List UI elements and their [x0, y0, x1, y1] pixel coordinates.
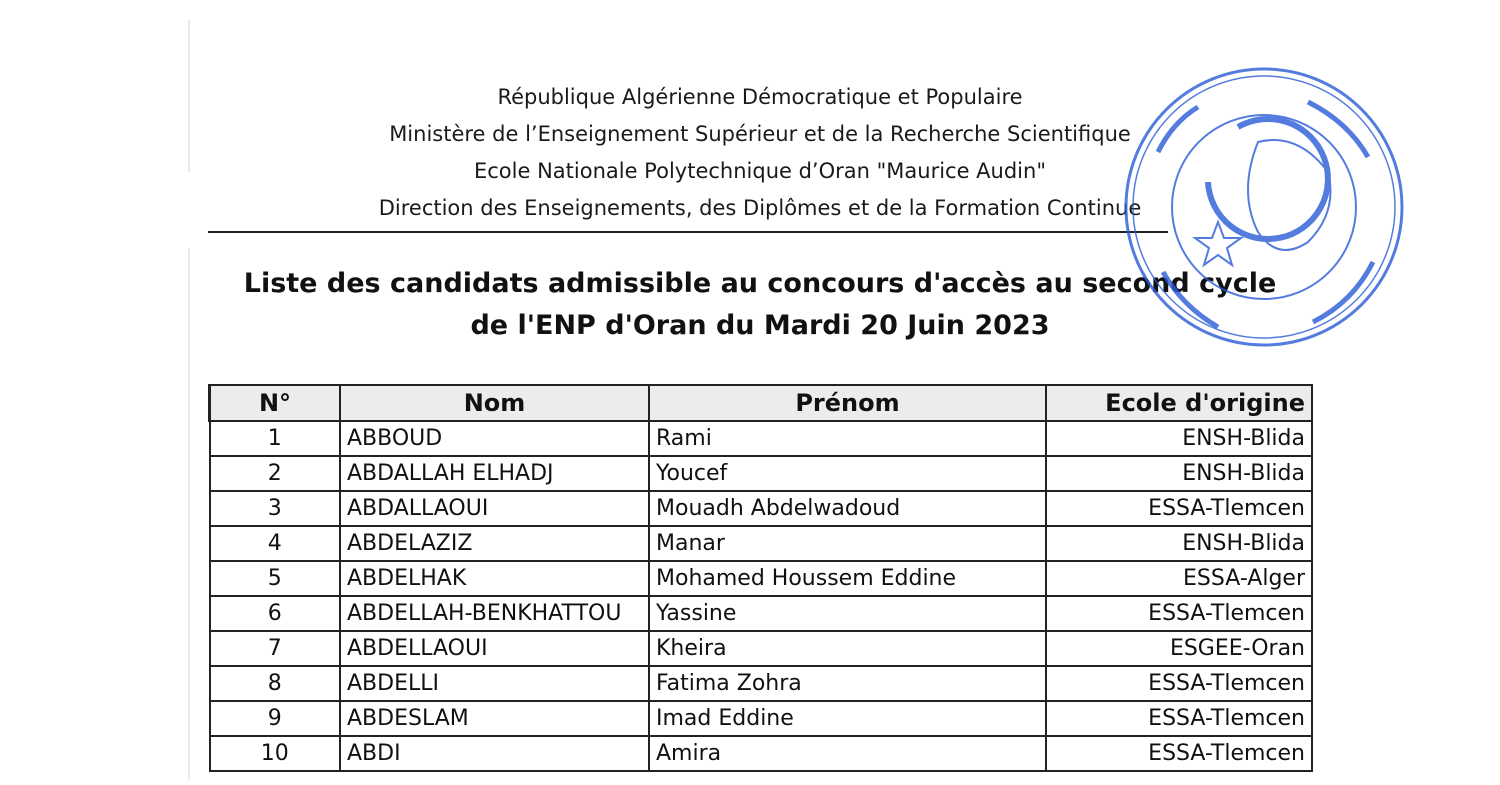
table-row	[210, 736, 1313, 771]
first-name-cell: Mohamed Houssem Eddine	[649, 561, 1046, 596]
school-cell: ESGEE-Oran	[1046, 631, 1312, 666]
row-number: 7	[210, 631, 341, 666]
first-name-cell: Yassine	[649, 596, 1046, 631]
school-cell: ESSA-Alger	[1046, 561, 1312, 596]
table-header-row	[210, 385, 1313, 421]
school-cell: ENSH-Blida	[1046, 526, 1312, 561]
first-name-cell: Imad Eddine	[649, 701, 1046, 736]
school-cell: ESSA-Tlemcen	[1046, 666, 1312, 701]
row-number: 4	[210, 526, 341, 561]
last-name-cell: ABDELLAOUI	[340, 631, 649, 666]
first-name-cell: Amira	[649, 736, 1046, 771]
first-name-cell: Fatima Zohra	[649, 666, 1046, 701]
school-cell: ESSA-Tlemcen	[1046, 701, 1312, 736]
header-direction: Direction des Enseignements, des Diplômes et de la Formation Continue	[378, 196, 1142, 220]
candidates-table	[208, 384, 1313, 772]
last-name-cell: ABDELLAH-BENKHATTOU	[340, 596, 649, 631]
row-number: 9	[210, 701, 341, 736]
table-row	[210, 561, 1313, 596]
last-name-cell: ABDI	[340, 736, 649, 771]
last-name-cell: ABDALLAH ELHADJ	[340, 456, 649, 491]
row-number: 6	[210, 596, 341, 631]
column-header-school: Ecole d'origine	[1046, 385, 1312, 421]
last-name-cell: ABDELAZIZ	[340, 526, 649, 561]
last-name-cell: ABDELHAK	[340, 561, 649, 596]
row-number: 5	[210, 561, 341, 596]
table-row	[210, 491, 1313, 526]
table-row	[210, 666, 1313, 701]
table-row	[210, 701, 1313, 736]
row-number: 2	[210, 456, 341, 491]
column-header-first-name: Prénom	[649, 385, 1046, 421]
header-republic: République Algérienne Démocratique et Populaire	[497, 85, 1023, 109]
row-number: 10	[210, 736, 341, 771]
document-title-line2: de l'ENP d'Oran du Mardi 20 Juin 2023	[470, 310, 1050, 341]
column-header-last-name: Nom	[340, 385, 649, 421]
table-row	[210, 596, 1313, 631]
school-cell: ESSA-Tlemcen	[1046, 736, 1312, 771]
school-cell: ESSA-Tlemcen	[1046, 596, 1312, 631]
first-name-cell: Youcef	[649, 456, 1046, 491]
table-row	[210, 526, 1313, 561]
table-row	[210, 456, 1313, 491]
header-ministry: Ministère de l’Enseignement Supérieur et de la Recherche Scientifique	[389, 122, 1131, 146]
school-cell: ESSA-Tlemcen	[1046, 491, 1312, 526]
first-name-cell: Kheira	[649, 631, 1046, 666]
last-name-cell: ABBOUD	[340, 421, 649, 456]
document-title-line1: Liste des candidats admissible au concours d'accès au second cycle	[243, 268, 1277, 299]
first-name-cell: Manar	[649, 526, 1046, 561]
row-number: 3	[210, 491, 341, 526]
school-cell: ENSH-Blida	[1046, 456, 1312, 491]
first-name-cell: Rami	[649, 421, 1046, 456]
last-name-cell: ABDALLAOUI	[340, 491, 649, 526]
header-divider	[208, 231, 1168, 233]
table-row	[210, 421, 1313, 456]
row-number: 8	[210, 666, 341, 701]
header-school: Ecole Nationale Polytechnique d’Oran "Maurice Audin"	[473, 159, 1046, 183]
table-row	[210, 631, 1313, 666]
first-name-cell: Mouadh Abdelwadoud	[649, 491, 1046, 526]
column-header-number: N°	[210, 385, 341, 421]
school-cell: ENSH-Blida	[1046, 421, 1312, 456]
last-name-cell: ABDESLAM	[340, 701, 649, 736]
official-stamp	[1118, 62, 1410, 352]
last-name-cell: ABDELLI	[340, 666, 649, 701]
row-number: 1	[210, 421, 341, 456]
